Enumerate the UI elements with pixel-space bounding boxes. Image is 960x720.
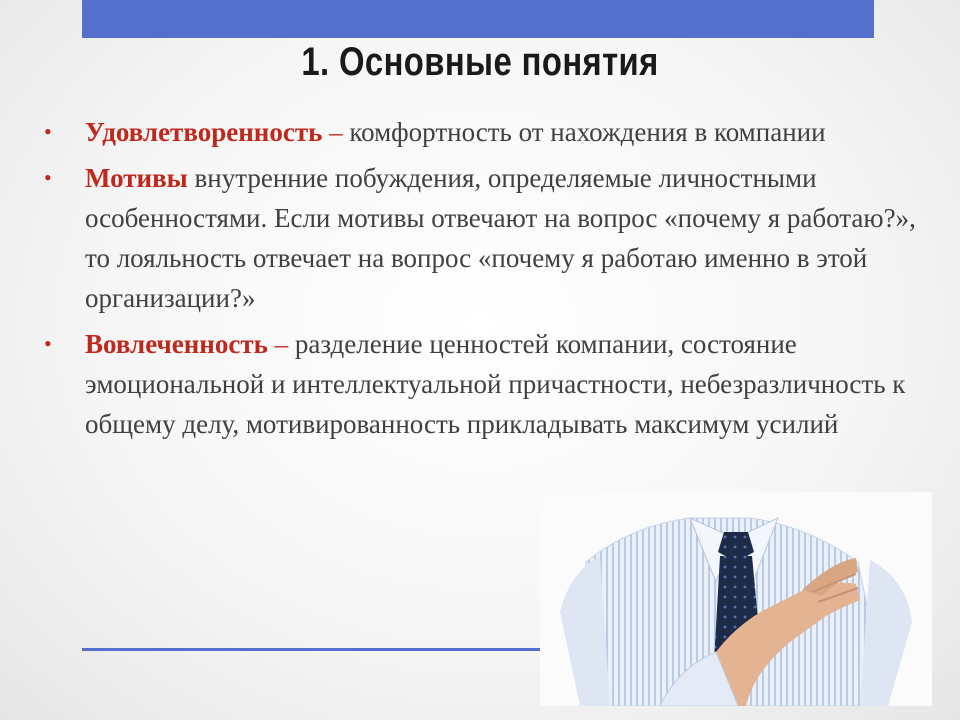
man-hand-on-heart-photo <box>540 492 932 706</box>
bullet-text: разделение ценностей компании, состояние эмоциональной и интеллектуальной причастности, небезразличность к общему делу, мотивированность прикладывать максимум усилий <box>85 329 906 439</box>
bullet-item <box>44 158 924 318</box>
bullet-dot-icon: • <box>44 165 52 190</box>
bullet-term: Вовлеченность <box>85 329 268 359</box>
bottom-rule <box>82 648 542 651</box>
top-accent-bar <box>82 0 874 38</box>
bullet-text: комфортность от нахождения в компании <box>349 117 826 147</box>
bullet-term: Мотивы <box>85 163 188 193</box>
bullet-separator: – <box>274 329 289 359</box>
bullet-term: Удовлетворенность <box>85 117 323 147</box>
bullet-text: внутренние побуждения, определяемые личностными особенностями. Если мотивы отвечают на вопрос «почему я работаю?», то лояльность отвечает на вопрос «почему я работаю именно в этой организации?» <box>85 163 916 313</box>
bullet-separator: – <box>329 117 343 147</box>
bullet-item <box>44 112 924 152</box>
bullet-dot-icon: • <box>44 119 52 144</box>
bullet-item <box>44 324 924 444</box>
slide-title: 1. Основные понятия <box>301 40 659 84</box>
bullet-dot-icon: • <box>44 331 52 356</box>
bullet-list <box>44 112 924 450</box>
photo-illustration <box>540 492 932 706</box>
